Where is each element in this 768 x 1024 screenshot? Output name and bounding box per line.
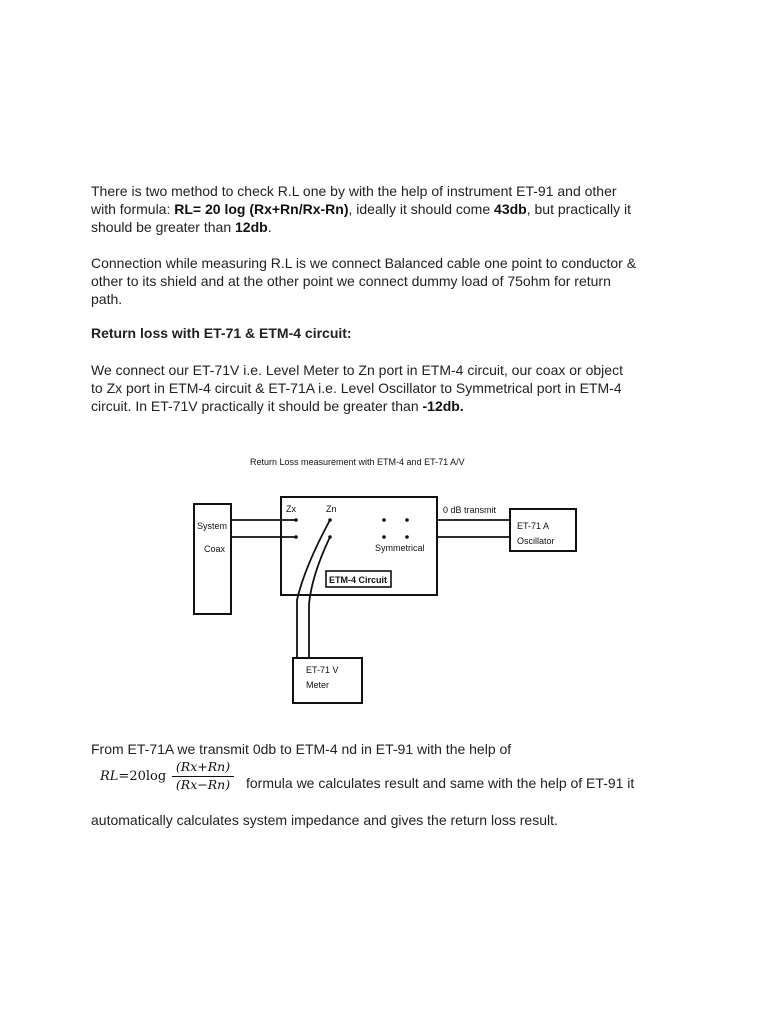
formula-log: log bbox=[145, 769, 167, 784]
formula-lhs bbox=[100, 769, 166, 784]
paragraph-method bbox=[91, 182, 691, 236]
text-line: We connect our ET-71V i.e. Level Meter to Zn port in ETM-4 circuit, our coax or object bbox=[91, 362, 623, 378]
ideal-value: 43db bbox=[494, 201, 527, 217]
threshold-value: -12db. bbox=[422, 398, 464, 414]
text-span: . bbox=[267, 219, 272, 235]
paragraph-connection bbox=[91, 254, 691, 308]
wire-zn-meter-1 bbox=[297, 520, 330, 658]
text-line bbox=[91, 397, 691, 415]
symmetrical-label: Symmetrical bbox=[375, 543, 425, 553]
oscillator-label-1: ET-71 A bbox=[517, 521, 550, 531]
formula-rl: RL bbox=[100, 769, 119, 784]
diagram-title: Return Loss measurement with ETM-4 and ET-71 A/V bbox=[250, 457, 465, 467]
system-label: System bbox=[197, 521, 228, 531]
sym-dot-bottom-left bbox=[382, 535, 386, 539]
zx-terminal-top bbox=[294, 518, 298, 522]
paragraph-setup bbox=[91, 361, 691, 415]
zx-label: Zx bbox=[286, 504, 296, 514]
formula-fraction bbox=[172, 759, 234, 794]
oscillator-section bbox=[437, 448, 637, 568]
text-span: , but practically it bbox=[526, 201, 631, 217]
transmit-label: 0 dB transmit bbox=[443, 505, 497, 515]
text-line bbox=[91, 200, 691, 218]
zx-terminal-bottom bbox=[294, 535, 298, 539]
text-span: with formula: bbox=[91, 201, 175, 217]
text-line bbox=[91, 218, 691, 236]
zn-label: Zn bbox=[326, 504, 337, 514]
formula-denominator: (Rx−Rn) bbox=[175, 777, 231, 792]
text-span: should be greater than bbox=[91, 219, 235, 235]
text-line: path. bbox=[91, 291, 123, 307]
text-line: to Zx port in ETM-4 circuit & ET-71A i.e. Level Oscillator to Symmetrical port in ETM-4 bbox=[91, 380, 622, 396]
meter-label-2: Meter bbox=[306, 680, 330, 690]
formula-eq: =20 bbox=[118, 769, 146, 784]
formula-text: formula we calculates result and same with the help of ET-91 it bbox=[246, 775, 635, 791]
practical-value: 12db bbox=[235, 219, 268, 235]
coax-label: Coax bbox=[204, 544, 226, 554]
formula-numerator: (Rx+Rn) bbox=[172, 759, 234, 777]
sym-terminal-bottom bbox=[405, 535, 409, 539]
formula-line bbox=[100, 758, 700, 800]
oscillator-label-2: Oscillator bbox=[517, 536, 555, 546]
meter-label-1: ET-71 V bbox=[306, 665, 339, 675]
text-line: There is two method to check R.L one by with the help of instrument ET-91 and other bbox=[91, 183, 617, 199]
sym-terminal-top bbox=[405, 518, 409, 522]
paragraph-transmit: From ET-71A we transmit 0db to ETM-4 nd in ET-91 with the help of bbox=[91, 741, 512, 757]
text-span: circuit. In ET-71V practically it should be greater than bbox=[91, 398, 423, 414]
sym-dot-top-left bbox=[382, 518, 386, 522]
text-line: other to its shield and at the other point we connect dummy load of 75ohm for return bbox=[91, 273, 611, 289]
etm4-label: ETM-4 Circuit bbox=[329, 575, 388, 585]
text-span: , ideally it should come bbox=[348, 201, 495, 217]
section-heading: Return loss with ET-71 & ETM-4 circuit: bbox=[91, 325, 352, 341]
paragraph-conclusion: automatically calculates system impedance and gives the return loss result. bbox=[91, 812, 558, 828]
text-line: Connection while measuring R.L is we connect Balanced cable one point to conductor & bbox=[91, 255, 637, 271]
formula-bold: RL= 20 log (Rx+Rn/Rx-Rn) bbox=[174, 201, 349, 217]
